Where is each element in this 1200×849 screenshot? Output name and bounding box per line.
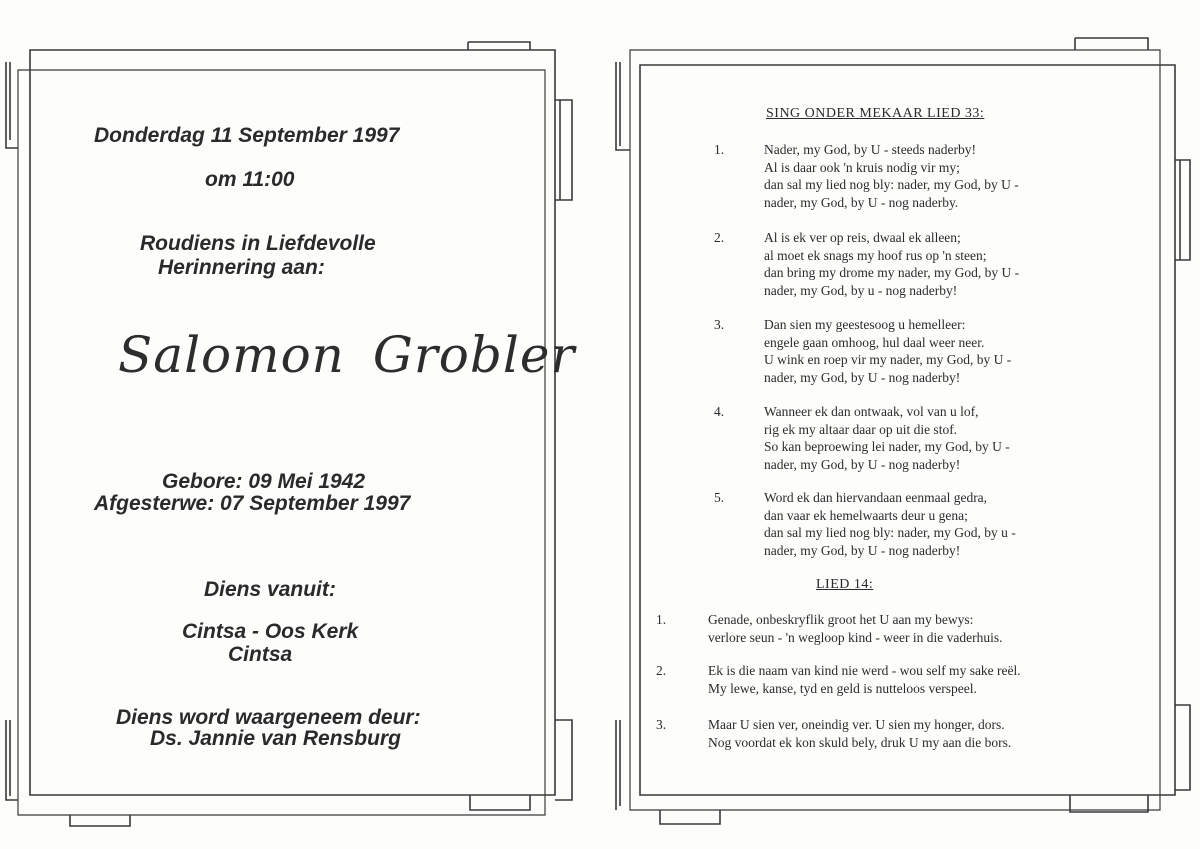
- verse-line: Wanneer ek dan ontwaak, vol van u lof,: [764, 404, 979, 419]
- verse-line: engele gaan omhoog, hul daal weer neer.: [764, 334, 985, 350]
- verse-line: dan sal my lied nog bly: nader, my God, by U -: [764, 177, 1019, 192]
- verse-line: Dan sien my geestesoog u hemelleer:: [764, 317, 966, 332]
- surname: Grobler: [372, 326, 576, 384]
- verse-line: Ek is die naam van kind nie werd - wou self my sake reël.: [708, 663, 1021, 678]
- verse-line: nader, my God, by u - nog naderby!: [764, 282, 958, 298]
- verse-number: 3.: [656, 717, 667, 732]
- verse-number: 5.: [714, 490, 725, 505]
- verse-line: nader, my God, by U - nog naderby!: [764, 542, 961, 558]
- verse-line: U wink en roep vir my nader, my God, by U -: [764, 352, 1012, 367]
- death-date: Afgesterwe: 07 September 1997: [94, 492, 411, 515]
- church-name: Cintsa - Oos Kerk: [182, 620, 359, 643]
- verse-line: Nader, my God, by U - steeds naderby!: [764, 142, 977, 157]
- verse-number: 2.: [714, 230, 725, 245]
- verse-line: Al is daar ook 'n kruis nodig vir my;: [764, 159, 960, 175]
- service-date: Donderdag 11 September 1997: [94, 124, 400, 147]
- service-time: om 11:00: [205, 168, 295, 191]
- birth-date: Gebore: 09 Mei 1942: [162, 470, 366, 493]
- verse-line: Genade, onbeskryflik groot het U aan my bewys:: [708, 612, 974, 627]
- verse-line: My lewe, kanse, tyd en geld is nutteloos verspeel.: [708, 680, 977, 696]
- conducted-by-label: Diens word waargeneem deur:: [116, 706, 421, 729]
- hymn-2-title: LIED 14:: [816, 577, 874, 592]
- church-place: Cintsa: [228, 643, 293, 666]
- service-from-label: Diens vanuit:: [204, 578, 336, 601]
- verse-line: dan bring my drome my nader, my God, by U -: [764, 265, 1020, 280]
- verse-line: verlore seun - 'n wegloop kind - weer in die vaderhuis.: [708, 629, 1003, 645]
- first-name: Salomon: [118, 326, 345, 384]
- deceased-name: [118, 326, 603, 384]
- minister-name: Ds. Jannie van Rensburg: [150, 727, 401, 750]
- hymn-1-title: SING ONDER MEKAAR LIED 33:: [766, 106, 985, 121]
- verse-line: Al is ek ver op reis, dwaal ek alleen;: [764, 230, 961, 245]
- verse-line: Maar U sien ver, oneindig ver. U sien my honger, dors.: [708, 717, 1005, 732]
- verse-line: al moet ek snags my hoof rus op 'n steen;: [764, 247, 987, 263]
- verse-line: Word ek dan hiervandaan eenmaal gedra,: [764, 490, 988, 505]
- verse-number: 1.: [656, 612, 667, 627]
- verse-line: rig ek my altaar daar op uit die stof.: [764, 421, 958, 437]
- verse-line: dan vaar ek hemelwaarts deur u gena;: [764, 507, 968, 523]
- verse-line: nader, my God, by U - nog naderby!: [764, 456, 961, 472]
- intro-line-2: Herinnering aan:: [158, 256, 325, 279]
- verse-number: 1.: [714, 142, 725, 157]
- verse-number: 3.: [714, 317, 725, 332]
- verse-line: dan sal my lied nog bly: nader, my God, by u -: [764, 525, 1016, 540]
- verse-number: 4.: [714, 404, 725, 419]
- verse-line: Nog voordat ek kon skuld bely, druk U my aan die bors.: [708, 734, 1012, 750]
- verse-line: So kan beproewing lei nader, my God, by U -: [764, 439, 1010, 454]
- intro-line-1: Roudiens in Liefdevolle: [140, 232, 376, 255]
- verse-line: nader, my God, by U - nog naderby!: [764, 369, 961, 385]
- verse-line: nader, my God, by U - nog naderby.: [764, 194, 959, 210]
- verse-number: 2.: [656, 663, 667, 678]
- right-page: [600, 0, 1200, 849]
